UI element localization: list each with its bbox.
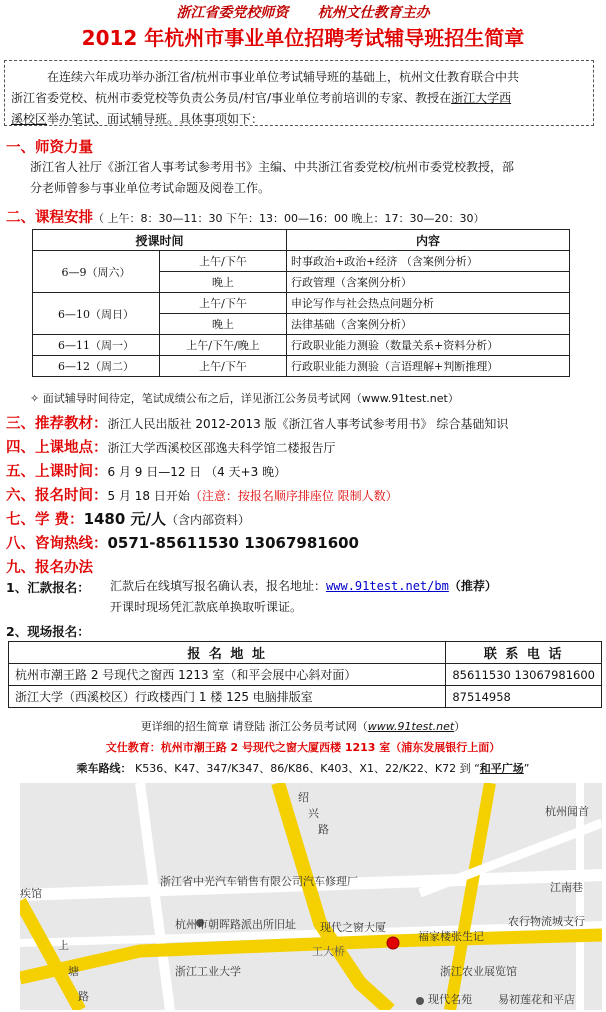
intro-text: 浙江省委党校、杭州市委党校等负责公务员/村官/事业单位考前培训的专家、教授在 <box>11 91 452 105</box>
content-cell: 申论写作与社会热点问题分析 <box>287 293 570 314</box>
fee-label: 七、学 费： <box>6 512 84 528</box>
signup-note: （注意：按报名顺序排座位 限制人数） <box>189 489 398 503</box>
map-label: 塘 <box>68 965 79 978</box>
map-label: 现代名苑 <box>428 993 472 1006</box>
textbook-value: 浙江人民出版社 2012-2013 版《浙江省人事考试参考用书》 综合基础知识 <box>107 417 509 431</box>
content-cell: 行政职业能力测验（言语理解+判断推理） <box>287 356 570 377</box>
map-label: 现代之窗大厦 <box>320 921 386 934</box>
payment-label: 1、汇款报名： <box>6 580 90 595</box>
school-address-line: 文仕教育：杭州市潮王路 2 号现代之窗大厦西楼 1213 室（浦东发展银行上面） <box>105 741 501 754</box>
more-info-end: ） <box>454 720 466 733</box>
hotline-label: 八、咨询热线： <box>6 536 108 552</box>
col-header-content: 内容 <box>287 230 570 251</box>
venue-table <box>8 641 602 708</box>
more-info-text: 更详细的招生简章 请登陆 浙江公务员考试网（ <box>140 720 368 733</box>
signup-link[interactable]: www.91test.net/bm <box>326 579 449 593</box>
col-header-time: 授课时间 <box>33 230 287 251</box>
map-label: 江南巷 <box>550 881 583 894</box>
map-label: 杭州闻首 <box>545 805 589 818</box>
recommend-tag: （推荐） <box>448 579 497 593</box>
table-row <box>33 251 570 272</box>
col-header-phone: 联 系 电 话 <box>446 642 602 664</box>
payment-line-2: 开课时现场凭汇款底单换取听课证。 <box>110 600 303 614</box>
intro-text: 举办笔试、面试辅导班。具体事项如下： <box>47 112 264 126</box>
signup-label: 六、报名时间： <box>6 488 108 504</box>
map-label: 浙江工业大学 <box>175 965 241 978</box>
map-label: 绍 <box>298 791 309 804</box>
date-cell: 6—9（周六） <box>33 251 160 293</box>
table-row <box>9 664 602 686</box>
map-label: 兴 <box>308 807 319 820</box>
intro-underlined: 浙江大学西 <box>451 91 512 105</box>
address-cell: 杭州市潮王路 2 号现代之窗西 1213 室（和平会展中心斜对面） <box>9 664 446 686</box>
table-header-row <box>33 230 570 251</box>
time-label: 五、上课时间： <box>6 464 108 480</box>
map-label: 浙江省中光汽车销售有限公司汽车修理厂 <box>160 875 358 888</box>
map-label: 农行物流城支行 <box>508 915 585 928</box>
hotline-value: 0571-85611530 13067981600 <box>107 534 359 552</box>
date-cell: 6—12（周二） <box>33 356 160 377</box>
section-location <box>6 436 336 457</box>
intro-box <box>4 60 594 126</box>
section-time <box>6 460 286 481</box>
intro-line-3 <box>11 109 589 130</box>
date-cell: 6—10（周日） <box>33 293 160 335</box>
bus-end: ” <box>523 762 530 775</box>
website-link[interactable]: www.91test.net <box>367 720 455 733</box>
bus-routes: K536、K47、347/K347、86/K86、K403、X1、22/K22、K72 到 “ <box>131 762 480 775</box>
slot-cell: 上午/下午 <box>160 251 287 272</box>
page-title: 2012 年杭州市事业单位招聘考试辅导班招生简章 <box>81 26 525 50</box>
map-label: 工大桥 <box>312 945 345 958</box>
organizer-line: 浙江省委党校师资 杭州文仕教育主办 <box>176 5 430 21</box>
slot-cell: 上午/下午 <box>160 356 287 377</box>
textbook-label: 三、推荐教材： <box>6 416 108 432</box>
bus-route-line <box>0 760 606 776</box>
interview-note: ✧ 面试辅导时间待定，笔试成绩公布之后，详见浙江公务员考试网（www.91test.net） <box>30 392 459 405</box>
onsite-label: 2、现场报名： <box>6 624 90 639</box>
payment-text: 汇款后在线填写报名确认表，报名地址： <box>110 579 327 593</box>
content-cell: 法律基础（含案例分析） <box>287 314 570 335</box>
intro-line-1: 在连续六年成功举办浙江省/杭州市事业单位考试辅导班的基础上，杭州文仕教育联合中共 <box>47 70 520 84</box>
content-cell: 行政职业能力测验（数量关系+资料分析） <box>287 335 570 356</box>
slot-cell: 上午/下午/晚上 <box>160 335 287 356</box>
map-label: 上 <box>58 939 69 952</box>
schedule-times: （ 上午：8：30—11：30 下午：13：00—16：00 晚上：17：30—20：30） <box>93 212 485 225</box>
bus-destination: 和平广场 <box>479 762 524 775</box>
section-textbook <box>6 412 508 433</box>
content-cell: 行政管理（含案例分析） <box>287 272 570 293</box>
map-label: 路 <box>318 823 329 836</box>
schedule-table <box>32 229 570 377</box>
phone-cell: 85611530 13067981600 <box>446 664 602 686</box>
faculty-line-2: 分老师曾参与事业单位考试命题及阅卷工作。 <box>30 181 271 195</box>
table-row <box>9 686 602 708</box>
intro-underlined: 溪校区 <box>11 112 48 126</box>
fee-value: 1480 元/人 <box>83 510 167 528</box>
table-header-row <box>9 642 602 664</box>
table-row <box>33 293 570 314</box>
location-label: 四、上课地点： <box>6 440 108 456</box>
schedule-heading-text: 二、课程安排 <box>6 210 93 226</box>
fee-note: （含内部资料） <box>166 513 251 527</box>
section-faculty-heading: 一、师资力量 <box>6 140 93 156</box>
address-cell: 浙江大学（西溪校区）行政楼西门 1 楼 125 电脑排版室 <box>9 686 446 708</box>
payment-line-1 <box>110 576 497 596</box>
map-label: 福家楼张生记 <box>418 930 484 943</box>
phone-cell: 87514958 <box>446 686 602 708</box>
time-value: 6 月 9 日—12 日 （4 天+3 晚） <box>107 465 287 479</box>
section-schedule-heading <box>6 206 484 227</box>
map-label: 浙江农业展览馆 <box>440 965 517 978</box>
more-info-line <box>0 718 606 734</box>
map-label: 疾馆 <box>20 887 42 900</box>
date-cell: 6—11（周一） <box>33 335 160 356</box>
map-label: 杭州市朝晖路派出所旧址 <box>175 918 296 931</box>
slot-cell: 晚上 <box>160 314 287 335</box>
intro-line-2 <box>11 88 589 109</box>
col-header-address: 报 名 地 址 <box>9 642 446 664</box>
map-label: 易初莲花和平店 <box>498 993 575 1006</box>
location-map[interactable] <box>20 783 602 1010</box>
bus-label: 乘车路线： <box>76 762 132 775</box>
section-signup <box>6 484 398 505</box>
table-row <box>33 356 570 377</box>
faculty-line-1: 浙江省人社厅《浙江省人事考试参考用书》主编、中共浙江省委党校/杭州市委党校教授，部 <box>30 160 515 174</box>
section-method: 九、报名办法 <box>6 560 93 576</box>
signup-value: 5 月 18 日开始 <box>107 489 190 503</box>
slot-cell: 上午/下午 <box>160 293 287 314</box>
table-row <box>33 335 570 356</box>
content-cell: 时事政治+政治+经济 （含案例分析） <box>287 251 570 272</box>
slot-cell: 晚上 <box>160 272 287 293</box>
section-fee <box>6 508 250 529</box>
location-value: 浙江大学西溪校区邵逸夫科学馆二楼报告厅 <box>107 441 336 455</box>
map-label: 路 <box>78 990 89 1003</box>
section-hotline <box>6 532 359 553</box>
